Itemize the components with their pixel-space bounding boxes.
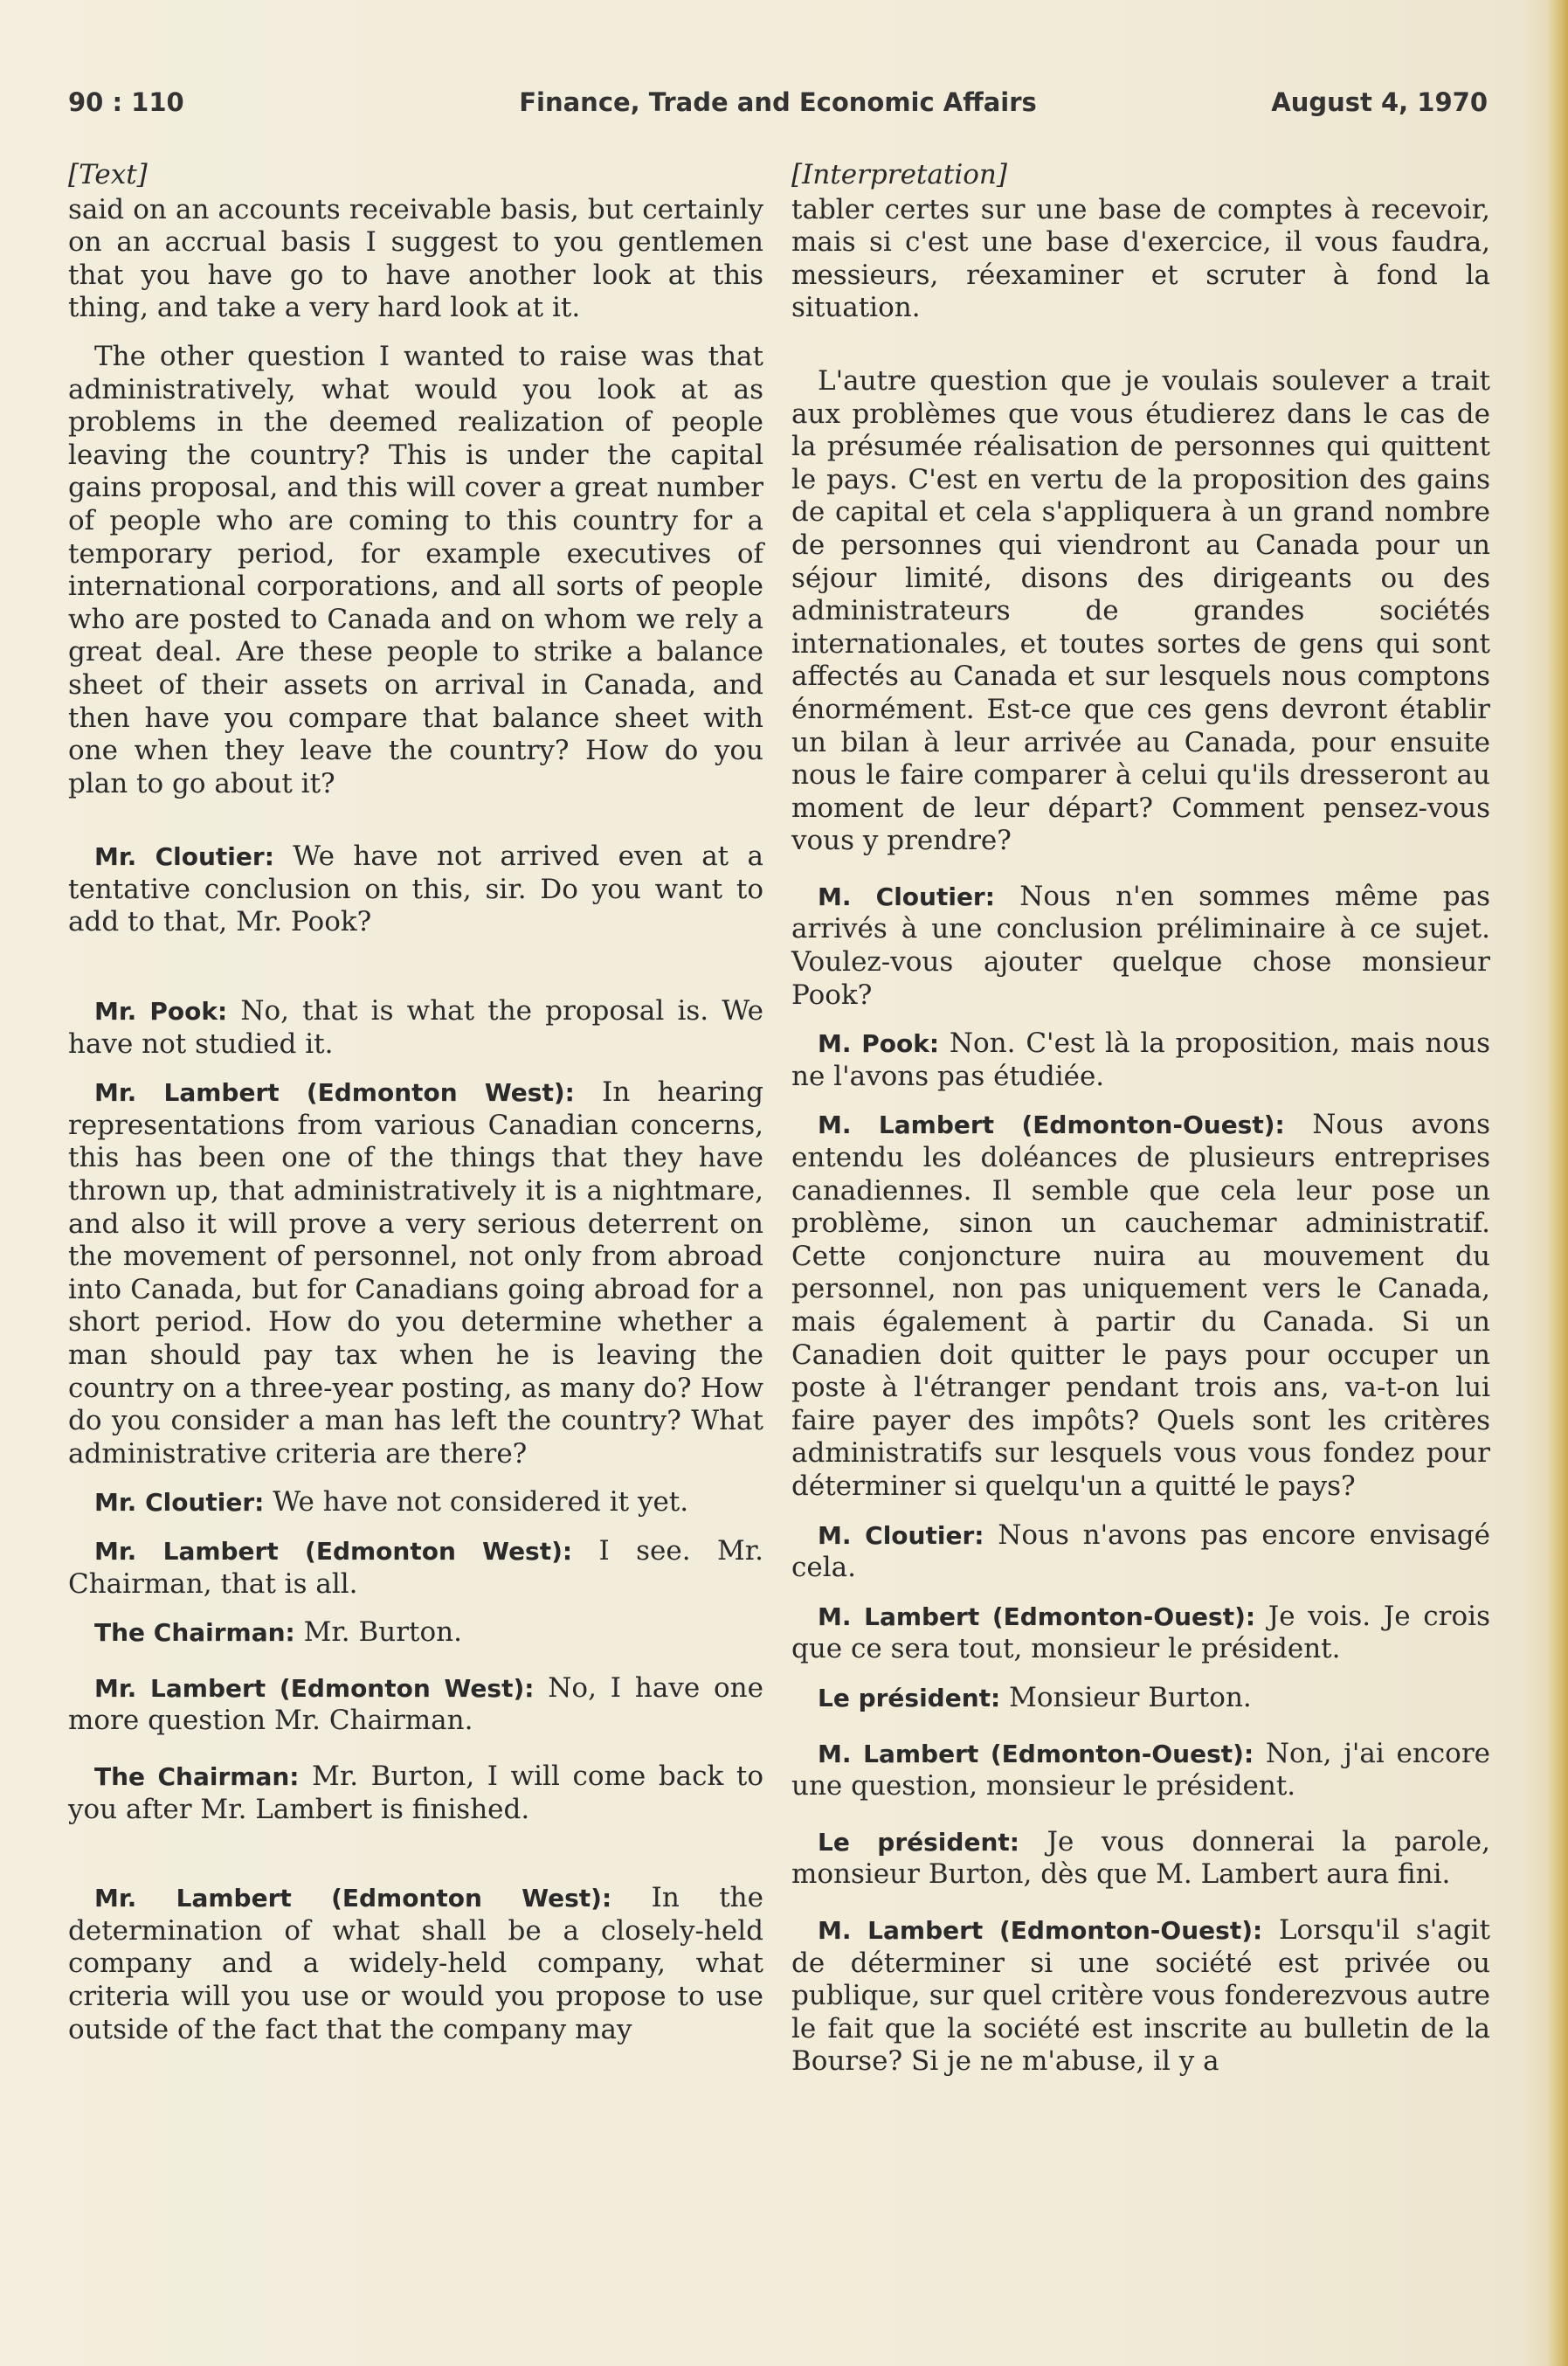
paragraph-text: We have not arrived even at a tentative conclusion on this, sir. Do you want to add to that, Mr. Pook? — [68, 841, 763, 938]
paragraph — [68, 194, 763, 325]
speaker-name: Mr. Cloutier: — [94, 842, 274, 872]
paragraph-text: Non. C'est là la proposition, mais nous ne l'avons pas étudiée. — [791, 1027, 1490, 1092]
paragraph-text: Lorsqu'il s'agit de déterminer si une société est privée ou publique, sur quel critère vous fonderezvous autre le fait que la société est inscrite au bulletin de la Bourse? Si je ne m'abuse, il y a — [791, 1913, 1490, 2078]
speaker-name: Le président: — [818, 1683, 1001, 1712]
paragraph-text: No, I have one more question Mr. Chairman. — [68, 1671, 763, 1737]
paragraph — [68, 1672, 763, 1738]
speaker-name: M. Lambert (Edmonton-Ouest): — [818, 1915, 1263, 1945]
page-title: Finance, Trade and Economic Affairs — [519, 87, 1037, 117]
paragraph-text: Nous n'en sommes même pas arrivés à une conclusion préliminaire à ce sujet. Voulez-vous ajouter quelque chose monsieur Pook? — [791, 880, 1490, 1011]
paragraph-text: Nous avons entendu les doléances de plusieurs entreprises canadiennes. Il semble que cela leur pose un problème, sinon un cauchemar administratif. Cette conjoncture nuira au mouvement du personnel, non pas uniquement vers le Canada, mais également à partir du Canada. Si un Canadien doit quitter le pays pour occuper un poste à l'étranger pendant trois ans, va-t-on lui faire payer des impôts? Quels sont les critères administratifs sur lesquels vous vous fondez pour déterminer si quelqu'un a quitté le pays? — [791, 1109, 1490, 1502]
paragraph-text: Monsieur Burton. — [1009, 1681, 1252, 1713]
paragraph — [68, 1076, 763, 1470]
paragraph — [791, 1109, 1490, 1503]
speaker-name: Le président: — [818, 1827, 1019, 1857]
paragraph-text: Mr. Burton, I will come back to you after Mr. Lambert is finished. — [68, 1760, 763, 1825]
speaker-name: M. Pook: — [818, 1029, 940, 1059]
paragraph — [791, 1682, 1490, 1715]
paragraph — [68, 1616, 763, 1650]
page-date: August 4, 1970 — [1271, 87, 1488, 117]
paragraph — [791, 881, 1490, 1012]
paragraph — [791, 1027, 1490, 1093]
paragraph — [68, 1882, 763, 2046]
paragraph — [68, 341, 763, 800]
speaker-name: M. Cloutier: — [818, 1520, 984, 1550]
speaker-name: Mr. Lambert (Edmonton West): — [94, 1078, 575, 1108]
page-edge — [1549, 0, 1568, 2366]
speaker-name: Mr. Cloutier: — [94, 1488, 265, 1518]
paragraph — [68, 995, 763, 1061]
paragraph — [791, 1914, 1490, 2079]
paragraph — [68, 1761, 763, 1826]
page-number: 90 : 110 — [68, 87, 184, 117]
paragraph — [68, 841, 763, 939]
speaker-name: M. Cloutier: — [818, 882, 995, 911]
paragraph-text: In hearing representations from various Canadian concerns, this has been one of the things that they have thrown up, that administratively it is a nightmare, and also it will prove a very serious deterrent on the movement of personnel, not only from abroad into Canada, but for Canadians going abroad for a short period. How do you determine whether a man should pay tax when he is leaving the country on a three-year posting, as many do? How do you consider a man has left the country? What administrative criteria are there? — [68, 1076, 764, 1470]
paragraph-text: L'autre question que je voulais soulever a trait aux problèmes que vous étudierez dans le cas de la présumée réalisation de personnes qui quittent le pays. C'est en vertu de la proposition des gains de capital et cela s'appliquera à un grand nombre de personnes qui viendront au Canada pour un séjour limité, disons des dirigeants ou des administrateurs de grandes sociétés internationales, et toutes sortes de gens qui sont affectés au Canada et sur lesquels nous comptons énormément. Est-ce que ces gens devront établir un bilan à leur arrivée au Canada, pour ensuite nous le faire comparer à celui qu'ils dresseront au moment de leur départ? Comment pensez-vous vous y prendre? — [791, 364, 1490, 857]
paragraph-text: I see. Mr. Chairman, that is all. — [68, 1534, 763, 1600]
speaker-name: The Chairman: — [94, 1618, 295, 1648]
paragraph-text: Je vous donnerai la parole, monsieur Burton, dès que M. Lambert aura fini. — [791, 1825, 1491, 1891]
speaker-name: M. Lambert (Edmonton-Ouest): — [818, 1602, 1256, 1631]
speaker-name: M. Lambert (Edmonton-Ouest): — [818, 1110, 1285, 1140]
section-label: [Text] — [68, 159, 148, 190]
page-header — [68, 87, 1488, 131]
paragraph-text: No, that is what the proposal is. We have not studied it. — [68, 995, 763, 1060]
paragraph — [791, 1601, 1490, 1666]
paragraph — [791, 1519, 1490, 1585]
paragraph — [68, 1486, 763, 1519]
paragraph-text: Nous n'avons pas encore envisagé cela. — [791, 1519, 1490, 1584]
speaker-name: Mr. Lambert (Edmonton West): — [94, 1673, 535, 1703]
paragraph — [791, 365, 1490, 858]
right-column-french — [791, 159, 1490, 2094]
paragraph-text: We have not considered it yet. — [273, 1486, 689, 1519]
left-column-english — [68, 159, 763, 2062]
speaker-name: Mr. Lambert (Edmonton West): — [94, 1536, 573, 1566]
paragraph-text: The other question I wanted to raise was that administratively, what would you look at as problems in the deemed realization of people leaving the country? This is under the capital gains proposal, and this will cover a great number of people who are coming to this country for a temporary period, for example executives of international corporations, and all sorts of people who are posted to Canada and on whom we rely a great deal. Are these people to strike a balance sheet of their assets on arrival in Canada, and then have you compare that balance sheet with one when they leave the country? How do you plan to go about it? — [68, 340, 763, 799]
paragraph — [791, 1738, 1490, 1803]
speaker-name: M. Lambert (Edmonton-Ouest): — [818, 1739, 1254, 1768]
paragraph-text: tabler certes sur une base de comptes à recevoir, mais si c'est une base d'exercice, il vous faudra, messieurs, réexaminer et scruter à fond la situation. — [791, 193, 1490, 324]
paragraph — [791, 1826, 1490, 1892]
paragraph-text: said on an accounts receivable basis, but certainly on an accrual basis I suggest to you gentlemen that you have go to have another look at this thing, and take a very hard look at it. — [68, 193, 763, 324]
paragraph — [791, 194, 1490, 325]
paragraph-text: Mr. Burton. — [303, 1616, 462, 1649]
paragraph-text: Non, j'ai encore une question, monsieur le président. — [791, 1737, 1490, 1802]
paragraph — [68, 1535, 763, 1601]
paragraph-text: In the determination of what shall be a closely-held company and a widely-held company, what criteria will you use or would you propose to use outside of the fact that the company may — [68, 1882, 763, 2045]
speaker-name: Mr. Pook: — [94, 997, 228, 1027]
paragraph-text: Je vois. Je crois que ce sera tout, monsieur le président. — [791, 1600, 1490, 1665]
speaker-name: The Chairman: — [94, 1761, 300, 1791]
speaker-name: Mr. Lambert (Edmonton West): — [94, 1884, 612, 1913]
section-label: [Interpretation] — [791, 159, 1007, 190]
